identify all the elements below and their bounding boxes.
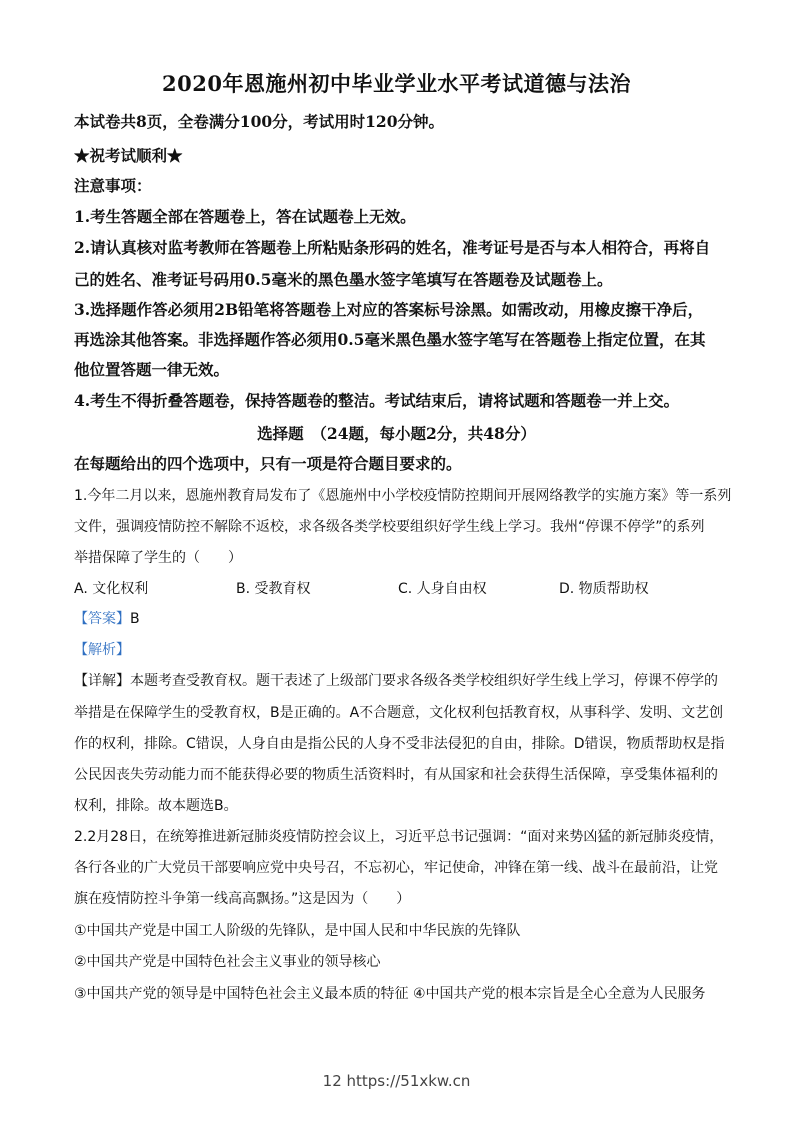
page-footer: 12 https://51xkw.cn (322, 1072, 471, 1090)
section-heading: 选择题 （24题，每小题2分，共48分） (257, 424, 536, 443)
notice-line: 3.选择题作答必须用2B铅笔将答题卷上对应的答案标号涂黑。如需改动，用橡皮擦干净后， (74, 300, 704, 319)
notice-line: 1.考生答题全部在答题卷上，答在试题卷上无效。 (74, 207, 416, 226)
question-1-answer (74, 608, 140, 628)
question-1-stem: 举措保障了学生的（ ） (74, 550, 242, 566)
page-title: 2020年恩施州初中毕业学业水平考试道德与法治 (162, 71, 631, 96)
question-2-stem: 2.2月28日，在统筹推进新冠肺炎疫情防控会议上，习近平总书记强调：“面对来势凶猛的新冠肺炎疫情， (74, 829, 724, 845)
question-2-statement: ②中国共产党是中国特色社会主义事业的领导核心 (74, 954, 381, 970)
question-2-statement: ③中国共产党的领导是中国特色社会主义最本质的特征 ④中国共产党的根本宗旨是全心全意为人民服务 (74, 986, 706, 1002)
notice-line: 4.考生不得折叠答题卷，保持答题卷的整洁。考试结束后，请将试题和答题卷一并上交。 (74, 391, 680, 410)
answer-tag: 【答案】 (74, 611, 130, 627)
question-1-option-d: D. 物质帮助权 (559, 581, 649, 597)
notice-line: 己的姓名、准考证号码用0.5毫米的黑色墨水签字笔填写在答题卷及试题卷上。 (74, 270, 613, 289)
question-1-detail: 作的权利，排除。C错误，人身自由是指公民的人身不受非法侵犯的自由，排除。D错误，物质帮助权是指 (74, 736, 725, 752)
question-1-option-c: C. 人身自由权 (398, 581, 487, 597)
question-1-detail: 【详解】本题考查受教育权。题干表述了上级部门要求各级各类学校组织好学生线上学习，停课不停学的 (74, 673, 718, 689)
question-1-option-b: B. 受教育权 (236, 581, 311, 597)
question-1-detail: 举措是在保障学生的受教育权，B是正确的。A不合题意，文化权利包括教育权，从事科学、发明、文艺创 (74, 705, 724, 721)
exam-summary: 本试卷共8页，全卷满分100分，考试用时120分钟。 (74, 112, 444, 131)
question-2-stem: 各行各业的广大党员干部要响应党中央号召，不忘初心，牢记使命，冲锋在第一线、战斗在最前沿，让党 (74, 860, 718, 876)
notice-line: 再选涂其他答案。非选择题作答必须用0.5毫米黑色墨水签字笔写在答题卷上指定位置，在其 (74, 330, 706, 349)
notice-line: 2.请认真核对监考教师在答题卷上所粘贴条形码的姓名，准考证号是否与本人相符合，再将自 (74, 238, 711, 257)
question-2-statement: ①中国共产党是中国工人阶级的先锋队，是中国人民和中华民族的先锋队 (74, 923, 521, 939)
question-2-stem: 旗在疫情防控斗争第一线高高飘扬。”这是因为（ ） (74, 891, 411, 907)
analysis-tag: 【解析】 (74, 642, 130, 658)
section-instruction: 在每题给出的四个选项中，只有一项是符合题目要求的。 (74, 454, 462, 473)
notice-heading: 注意事项： (74, 176, 152, 195)
answer-value: B (130, 611, 140, 627)
question-1-stem: 1.今年二月以来，恩施州教育局发布了《恩施州中小学校疫情防控期间开展网络教学的实施方案》等一系列 (74, 488, 732, 504)
question-1-option-a: A. 文化权利 (74, 581, 149, 597)
question-1-stem: 文件，强调疫情防控不解除不返校，求各级各类学校要组织好学生线上学习。我州“停课不停学”的系列 (74, 519, 705, 535)
exam-wish: ★祝考试顺利★ (74, 146, 183, 165)
question-1-detail: 权利，排除。故本题选B。 (74, 798, 238, 814)
notice-line: 他位置答题一律无效。 (74, 360, 230, 379)
question-1-detail: 公民因丧失劳动能力而不能获得必要的物质生活资料时，有从国家和社会获得生活保障，享受集体福利的 (74, 767, 718, 783)
